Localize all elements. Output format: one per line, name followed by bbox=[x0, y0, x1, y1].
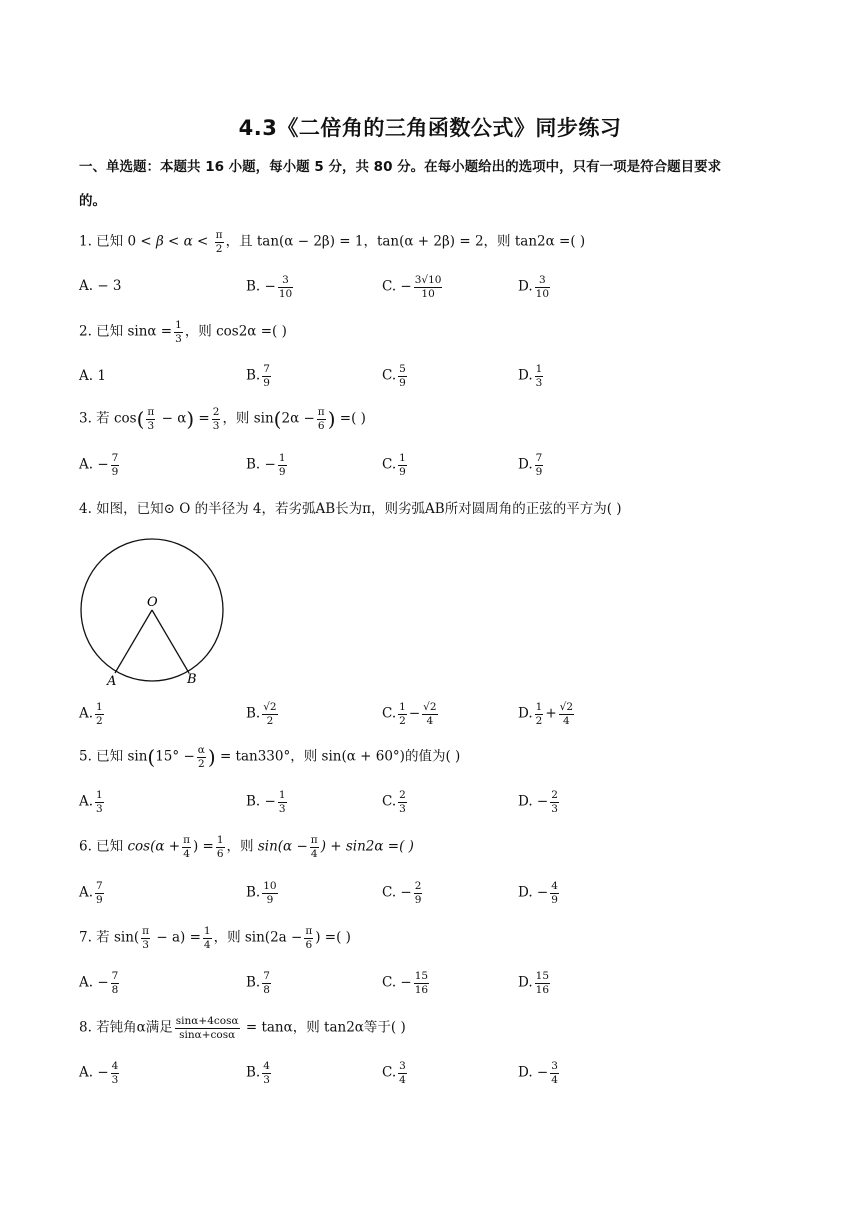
question-3: 3. 若 cos( $\frac{\pi}{3}$ − α) = $\frac{2}{3}$ ，则 sin(2α − $\frac{\pi}{6}$ ) =( ) bbox=[79, 406, 366, 432]
q2-option-a[interactable]: A. 1 bbox=[79, 368, 106, 384]
section-heading-line2: 的。 bbox=[79, 193, 106, 209]
question-6: 6. 已知 cos(α + $\frac{\pi}{4}$ ) = $\frac{1}{6}$ ，则 sin(α − $\frac{\pi}{4}$ ) + sin2α =( ) bbox=[79, 834, 414, 860]
q7-option-c[interactable]: C. − $\frac{15}{16}$ bbox=[382, 970, 429, 996]
q5-option-b[interactable]: B. − $\frac{1}{3}$ bbox=[246, 789, 286, 815]
q4-option-d[interactable]: D. $\frac{1}{2}$ + $\frac{√2}{4}$ bbox=[518, 701, 574, 727]
section-heading-line1: 一、单选题：本题共 16 小题，每小题 5 分，共 80 分。在每小题给出的选项中，只有一项是符合题目要求 bbox=[79, 159, 722, 175]
q3-option-d[interactable]: D. $\frac{7}{9}$ bbox=[518, 452, 543, 478]
q3-option-b[interactable]: B. − $\frac{1}{9}$ bbox=[246, 452, 286, 478]
q5-option-a[interactable]: A. $\frac{1}{3}$ bbox=[79, 789, 103, 815]
q1-option-d[interactable]: D. $\frac{3}{10}$ bbox=[518, 274, 550, 300]
label-o: O bbox=[147, 595, 158, 610]
q8-option-c[interactable]: C. $\frac{3}{4}$ bbox=[382, 1060, 406, 1086]
label-b: B bbox=[187, 672, 197, 687]
section-heading bbox=[79, 150, 784, 218]
q8-option-a[interactable]: A. − $\frac{4}{3}$ bbox=[79, 1060, 119, 1086]
q8-option-d[interactable]: D. − $\frac{3}{4}$ bbox=[518, 1060, 558, 1086]
q3-option-c[interactable]: C. $\frac{1}{9}$ bbox=[382, 452, 406, 478]
q1-option-b[interactable]: B. − $\frac{3}{10}$ bbox=[246, 274, 293, 300]
q1-option-a[interactable]: A. − 3 bbox=[79, 278, 122, 294]
question-8: 8. 若钝角α满足 $\frac{\sin\alpha+4\cos\alpha}{\sin\alpha+\cos\alpha}$ = tanα，则 tan2α等于( ) bbox=[79, 1015, 406, 1041]
q2-option-d[interactable]: D. $\frac{1}{3}$ bbox=[518, 363, 543, 389]
fraction: $\frac{\pi}{2}$ bbox=[215, 229, 223, 255]
q2-option-c[interactable]: C. $\frac{5}{9}$ bbox=[382, 363, 406, 389]
question-2: 2. 已知 sinα = $\frac{1}{3}$ ，则 cos2α =( ) bbox=[79, 319, 287, 345]
question-4: 4. 如图，已知⊙ O 的半径为 4，若劣弧AB长为π，则劣弧AB所对圆周角的正弦的平方为( ) bbox=[79, 501, 622, 517]
circle-figure bbox=[75, 533, 245, 689]
question-7: 7. 若 sin( $\frac{\pi}{3}$ − a) = $\frac{1}{4}$ ，则 sin(2a − $\frac{\pi}{6}$ ) =( ) bbox=[79, 925, 351, 951]
q4-option-b[interactable]: B. $\frac{√2}{2}$ bbox=[246, 701, 277, 727]
q2-option-b[interactable]: B. $\frac{7}{9}$ bbox=[246, 363, 270, 389]
q5-option-d[interactable]: D. − $\frac{2}{3}$ bbox=[518, 789, 558, 815]
q5-option-c[interactable]: C. $\frac{2}{3}$ bbox=[382, 789, 406, 815]
question-5: 5. 已知 sin(15° − $\frac{\alpha}{2}$ ) = tan330°，则 sin(α + 60°)的值为( ) bbox=[79, 744, 461, 770]
page-title: 4.3《二倍角的三角函数公式》同步练习 bbox=[238, 116, 622, 140]
q6-option-c[interactable]: C. − $\frac{2}{9}$ bbox=[382, 880, 422, 906]
q6-option-d[interactable]: D. − $\frac{4}{9}$ bbox=[518, 880, 558, 906]
q6-option-b[interactable]: B. $\frac{10}{9}$ bbox=[246, 880, 277, 906]
q4-option-a[interactable]: A. $\frac{1}{2}$ bbox=[79, 701, 103, 727]
q4-option-c[interactable]: C. $\frac{1}{2}$ − $\frac{√2}{4}$ bbox=[382, 701, 437, 727]
radius-ob bbox=[152, 610, 189, 673]
label-a: A bbox=[107, 674, 117, 689]
q6-option-a[interactable]: A. $\frac{7}{9}$ bbox=[79, 880, 103, 906]
q8-option-b[interactable]: B. $\frac{4}{3}$ bbox=[246, 1060, 270, 1086]
question-1: 1. 已知 0 < β < α < $\frac{\pi}{2}$ ，且 tan(α − 2β) = 1，tan(α + 2β) = 2，则 tan2α =( ) bbox=[79, 229, 586, 255]
radius-oa bbox=[115, 610, 152, 673]
q3-option-a[interactable]: A. − $\frac{7}{9}$ bbox=[79, 452, 119, 478]
q7-option-d[interactable]: D. $\frac{15}{16}$ bbox=[518, 970, 550, 996]
q7-option-b[interactable]: B. $\frac{7}{8}$ bbox=[246, 970, 270, 996]
q1-option-c[interactable]: C. − $\frac{3√10}{10}$ bbox=[382, 274, 442, 300]
q7-option-a[interactable]: A. − $\frac{7}{8}$ bbox=[79, 970, 119, 996]
